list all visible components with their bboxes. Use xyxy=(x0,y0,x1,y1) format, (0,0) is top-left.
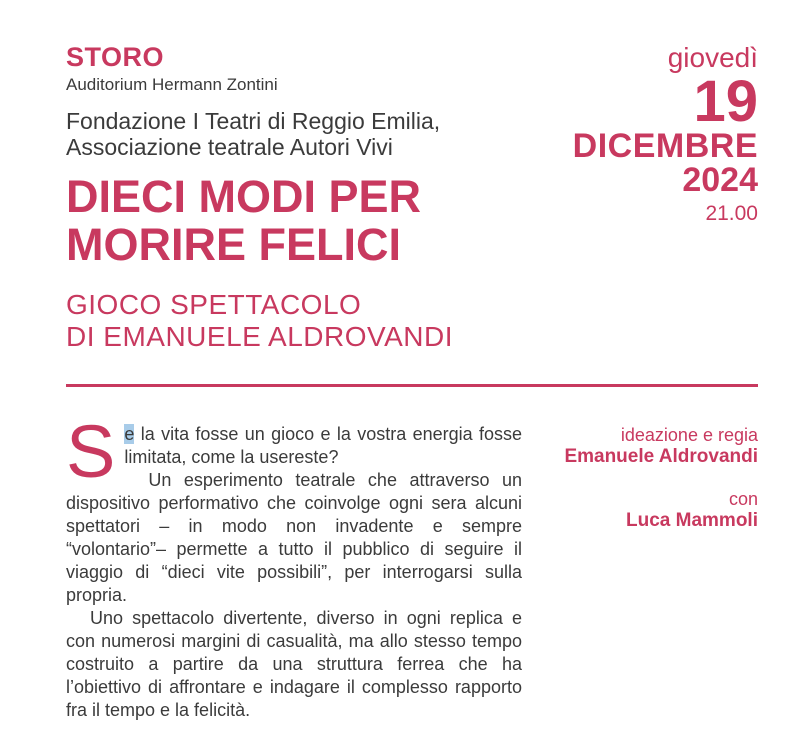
show-title-line-2: MORIRE FELICI xyxy=(66,219,401,270)
credit-cast xyxy=(526,488,758,532)
synopsis-text xyxy=(66,410,522,722)
event-day: 19 xyxy=(693,69,758,134)
synopsis-paragraph-2: Un esperimento teatrale che attraverso un dispositivo performativo che coinvolge ogni sera alcuni spettatori – in modo non invadente e sempre “volontario”– permette a tutto il pubblico di seguire il viaggio di “dieci vite possibili”, per interrogarsi sulla propria. xyxy=(66,470,522,605)
divider-rule xyxy=(66,384,758,387)
paragraph-1-text: la vita fosse un gioco e la vostra energia fosse limitata, come la usereste? xyxy=(124,424,522,467)
synopsis-paragraph-3: Uno spettacolo divertente, diverso in ogni replica e con numerosi margini di casualità, ma allo stesso tempo costruito a partire da una struttura ferrea che ha l’obiettivo di affrontare e indagare il complesso rapporto fra il tempo e la felicità. xyxy=(66,608,522,720)
event-month: DICEMBRE xyxy=(572,127,758,165)
credit-role-with: con xyxy=(728,489,758,509)
credit-name-director: Emanuele Aldrovandi xyxy=(564,446,758,467)
credits-column xyxy=(526,423,758,722)
credit-direction xyxy=(526,424,758,468)
organizers-line-2: Associazione teatrale Autori Vivi xyxy=(66,134,393,160)
show-title-line-1: DIECI MODI PER xyxy=(66,171,422,222)
dropcap-letter: S xyxy=(66,410,116,493)
credit-role-direction: ideazione e regia xyxy=(620,425,758,445)
venue-subtitle: Auditorium Hermann Zontini xyxy=(66,75,278,94)
organizers-line-1: Fondazione I Teatri di Reggio Emilia, xyxy=(66,108,441,134)
event-date-block xyxy=(573,42,758,226)
synopsis-paragraph-1 xyxy=(66,410,522,493)
show-subtitle-line-1: GIOCO SPETTACOLO xyxy=(66,289,362,320)
venue-name: STORO xyxy=(66,42,165,72)
show-subtitle-line-2: DI EMANUELE ALDROVANDI xyxy=(66,321,454,352)
selected-character: e xyxy=(124,424,135,444)
credit-name-performer: Luca Mammoli xyxy=(626,510,758,531)
show-subtitle xyxy=(66,289,758,353)
event-year: 2024 xyxy=(682,161,758,199)
content-columns xyxy=(66,410,758,722)
event-weekday: giovedì xyxy=(667,42,758,73)
event-time: 21.00 xyxy=(705,202,758,225)
